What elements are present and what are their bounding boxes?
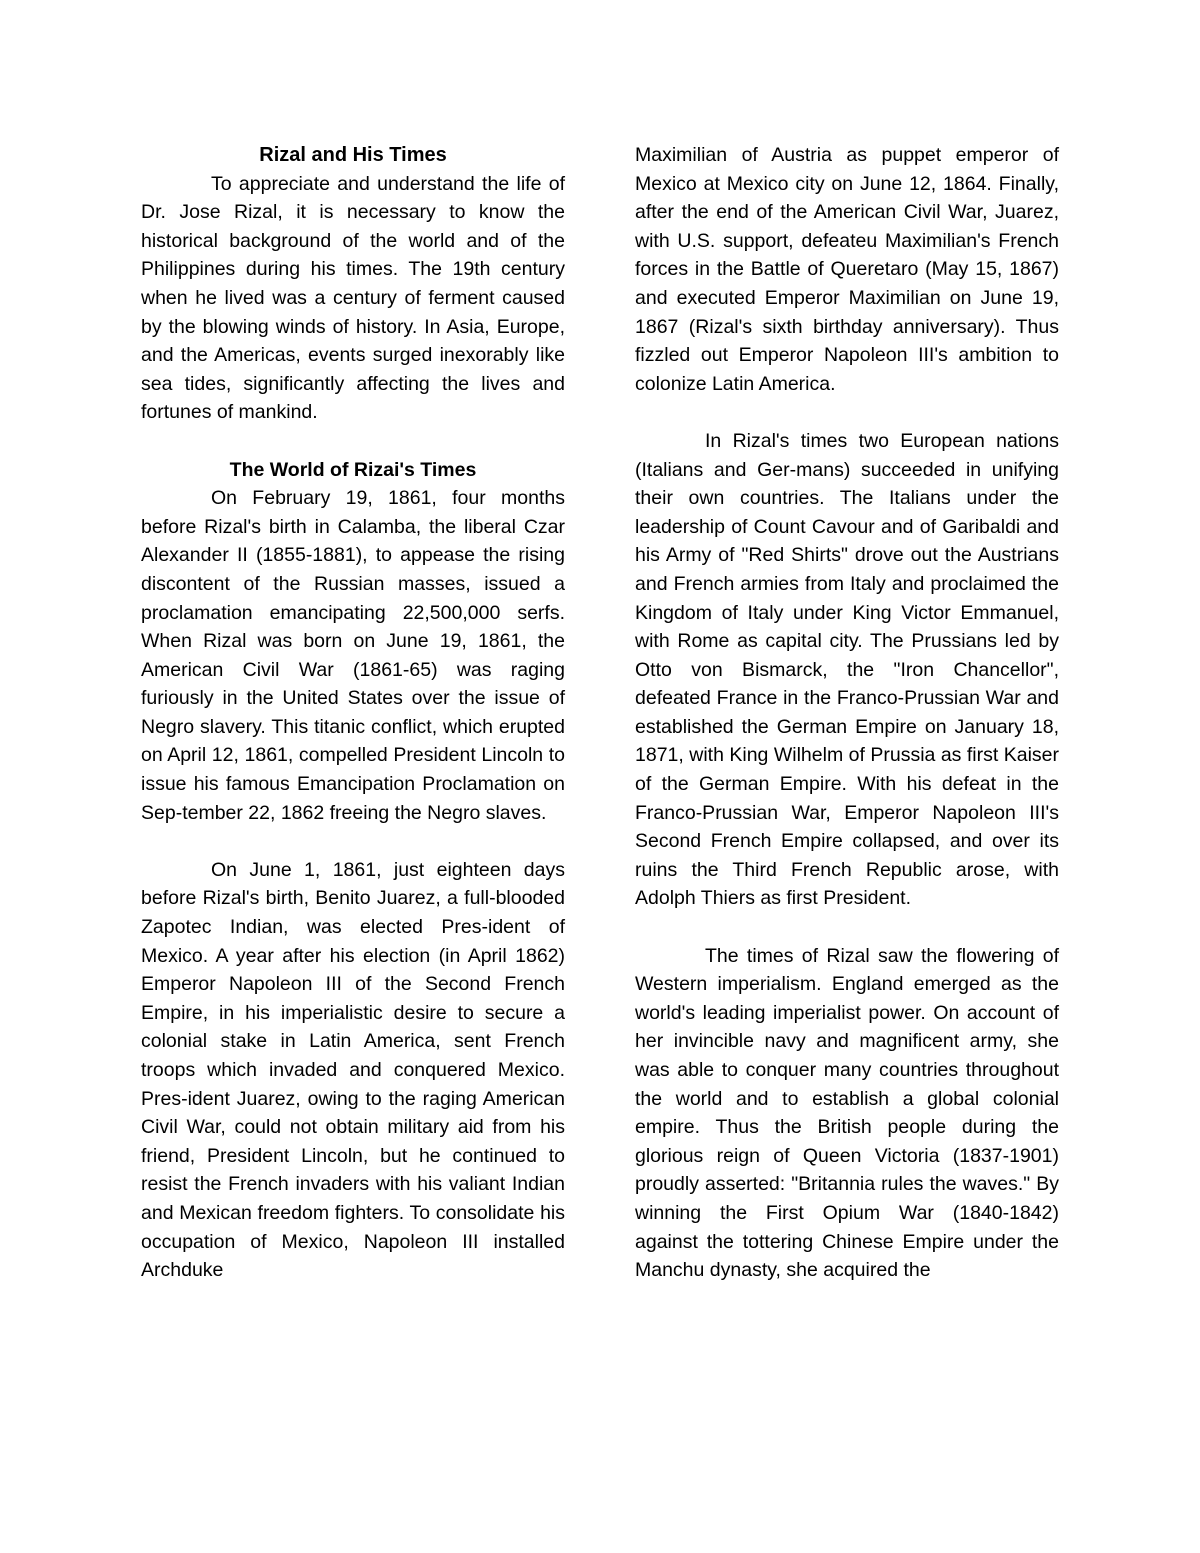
paragraph-mexico-continued: Maximilian of Austria as puppet emperor of Mexico at Mexico city on June 12, 1864. Finally, after the end of the American Civil War, Juarez, with U.S. support, defeateu Maximilian's French forces in the Battle of Queretaro (May 15, 1867) and executed Emperor Maximilian on June 19, 1867 (Rizal's sixth birthday anniversary). Thus fizzled out Emperor Napoleon III's ambition to colonize Latin America.	[635, 144, 1059, 395]
paragraph-gap	[141, 427, 565, 456]
paragraph-gap	[635, 913, 1059, 942]
document-title: Rizal and His Times	[259, 144, 447, 166]
paragraph-imperialism: The times of Rizal saw the flowering of Western imperialism. England emerged as the world's leading imperialist power. On account of her invincible navy and magnificent army, she was able to conquer many countries throughout the world and to establish a global colonial empire. Thus the British people during the glorious reign of Queen Victoria (1837-1901) proudly asserted: "Britannia rules the waves." By winning the First Opium War (1840-1842) against the tottering Chinese Empire under the Manchu dynasty, she acquired the	[635, 944, 1059, 1282]
left-column	[141, 141, 565, 1285]
section-heading: The World of Rizai's Times	[229, 458, 477, 481]
paragraph-mexico: On June 1, 1861, just eighteen days before Rizal's birth, Benito Juarez, a full-blooded Zapotec Indian, was elected Pres-ident of Mexico. A year after his election (in April 1862) Emperor Napoleon III of the Second French Empire, in his imperialistic desire to secure a colonial stake in Latin America, sent French troops which invaded and conquered Mexico. Pres-ident Juarez, owing to the raging American Civil War, could not obtain military aid from his friend, President Lincoln, but he continued to resist the French invaders with his valiant Indian and Mexican freedom fighters. To consolidate his occupation of Mexico, Napoleon III installed Archduke	[141, 858, 565, 1282]
paragraph-gap	[141, 827, 565, 856]
paragraph-gap	[635, 398, 1059, 427]
paragraph-unification: In Rizal's times two European nations (Italians and Ger-mans) succeeded in unifying their own countries. The Italians under the leadership of Count Cavour and of Garibaldi and his Army of "Red Shirts" drove out the Austrians and French armies from Italy and proclaimed the Kingdom of Italy under King Victor Emmanuel, with Rome as capital city. The Prussians led by Otto von Bismarck, the "Iron Chancellor", defeated France in the Franco-Prussian War and established the German Empire on January 18, 1871, with King Wilhelm of Prussia as first Kaiser of the German Empire. With his defeat in the Franco-Prussian War, Emperor Napoleon III's Second French Empire collapsed, and over its ruins the Third French Republic arose, with Adolph Thiers as first President.	[635, 429, 1059, 910]
intro-paragraph: To appreciate and understand the life of Dr. Jose Rizal, it is necessary to know the historical background of the world and of the Philippines during his times. The 19th century when he lived was a century of ferment caused by the blowing winds of history. In Asia, Europe, and the Americas, events surged inexorably like sea tides, significantly affecting the lives and fortunes of mankind.	[141, 172, 565, 424]
right-column	[635, 141, 1059, 1285]
paragraph-russia: On February 19, 1861, four months before Rizal's birth in Calamba, the liberal Czar Alexander II (1855-1881), to appease the rising discontent of the Russian masses, issued a proclamation emancipating 22,500,000 serfs. When Rizal was born on June 19, 1861, the American Civil War (1861-65) was raging furiously in the United States over the issue of Negro slavery. This titanic conflict, which erupted on April 12, 1861, compelled President Lincoln to issue his famous Emancipation Proclamation on Sep-tember 22, 1862 freeing the Negro slaves.	[141, 487, 565, 824]
